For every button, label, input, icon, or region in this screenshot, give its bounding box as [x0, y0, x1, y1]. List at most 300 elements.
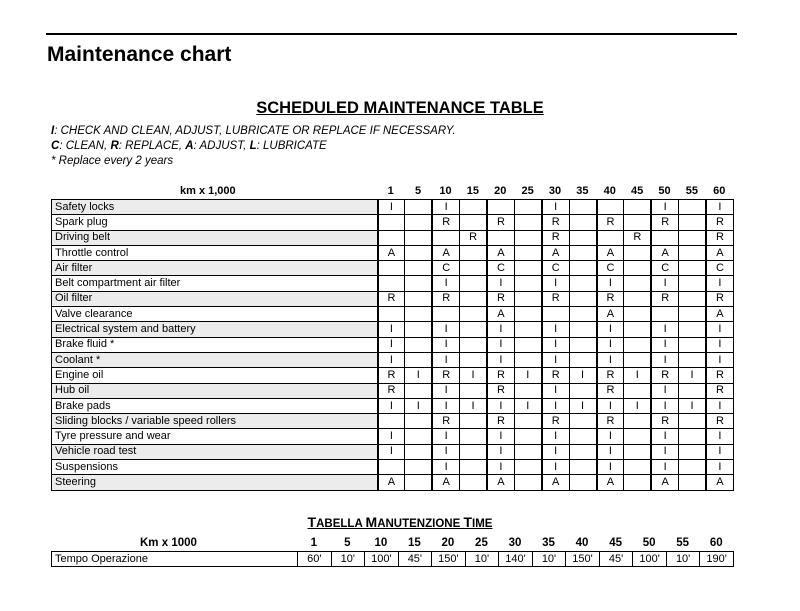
- interval-cell: I: [597, 444, 624, 459]
- operation-name: Oil filter: [52, 291, 378, 306]
- operation-name: Coolant *: [52, 352, 378, 367]
- interval-cell: [460, 475, 487, 490]
- interval-cell: C: [651, 261, 678, 276]
- legend-line-1: [51, 124, 456, 139]
- legend-note: * Replace every 2 years: [51, 155, 174, 167]
- interval-cell: I: [597, 322, 624, 337]
- interval-cell: R: [651, 291, 678, 306]
- interval-cell: I: [597, 460, 624, 475]
- km-header-50: 50: [658, 185, 671, 197]
- interval-cell: R: [432, 368, 459, 383]
- interval-cell: [405, 322, 432, 337]
- interval-cell: [624, 444, 651, 459]
- interval-cell: [679, 475, 706, 490]
- operation-name: Belt compartment air filter: [52, 276, 378, 291]
- interval-cell: [569, 352, 596, 367]
- interval-cell: [460, 444, 487, 459]
- interval-cell: [378, 230, 405, 245]
- interval-cell: I: [432, 200, 459, 215]
- interval-cell: [378, 414, 405, 429]
- interval-cell: I: [432, 383, 459, 398]
- time-header-label: Km x 1000: [140, 537, 197, 549]
- maintenance-row: [52, 460, 734, 475]
- interval-cell: A: [597, 307, 624, 322]
- interval-cell: R: [378, 368, 405, 383]
- time-cell: 10': [666, 552, 700, 567]
- interval-cell: R: [432, 215, 459, 230]
- interval-cell: I: [597, 337, 624, 352]
- interval-cell: [514, 429, 541, 444]
- interval-cell: C: [487, 261, 514, 276]
- interval-cell: [569, 245, 596, 260]
- operation-name: Engine oil: [52, 368, 378, 383]
- interval-cell: A: [487, 245, 514, 260]
- time-cell: 190': [700, 552, 734, 567]
- interval-cell: [679, 200, 706, 215]
- interval-cell: I: [487, 322, 514, 337]
- interval-cell: I: [487, 337, 514, 352]
- interval-cell: A: [597, 245, 624, 260]
- interval-cell: I: [706, 460, 733, 475]
- maintenance-row: [52, 352, 734, 367]
- interval-cell: A: [432, 475, 459, 490]
- interval-cell: R: [378, 291, 405, 306]
- interval-cell: R: [460, 230, 487, 245]
- operation-name: Safety locks: [52, 200, 378, 215]
- time-km-30: 30: [508, 537, 522, 549]
- interval-cell: I: [432, 460, 459, 475]
- time-cell: 150': [566, 552, 600, 567]
- time-km-20: 20: [441, 537, 455, 549]
- interval-cell: [514, 444, 541, 459]
- interval-cell: [378, 215, 405, 230]
- interval-cell: [679, 429, 706, 444]
- interval-cell: [405, 414, 432, 429]
- time-km-60: 60: [709, 537, 723, 549]
- maintenance-row: [52, 276, 734, 291]
- interval-cell: I: [706, 352, 733, 367]
- maintenance-row: [52, 444, 734, 459]
- interval-cell: R: [487, 414, 514, 429]
- time-km-35: 35: [542, 537, 555, 549]
- interval-cell: [624, 383, 651, 398]
- interval-cell: R: [487, 368, 514, 383]
- interval-cell: R: [706, 414, 733, 429]
- time-km-40: 40: [575, 537, 589, 549]
- maintenance-row: [52, 307, 734, 322]
- interval-cell: [569, 429, 596, 444]
- interval-cell: R: [487, 215, 514, 230]
- interval-cell: [514, 291, 541, 306]
- interval-cell: [624, 307, 651, 322]
- interval-cell: [624, 460, 651, 475]
- interval-cell: I: [651, 276, 678, 291]
- operation-name: Suspensions: [52, 460, 378, 475]
- interval-cell: I: [432, 352, 459, 367]
- interval-cell: C: [597, 261, 624, 276]
- km-header-5: 5: [415, 185, 422, 197]
- maintenance-row: [52, 215, 734, 230]
- interval-cell: I: [542, 337, 569, 352]
- interval-cell: I: [706, 276, 733, 291]
- interval-cell: [405, 230, 432, 245]
- operation-name: Driving belt: [52, 230, 378, 245]
- legend-text-i: : CHECK AND CLEAN, ADJUST, LUBRICATE OR REPLACE IF NECESSARY.: [54, 125, 456, 137]
- operation-name: Throttle control: [52, 245, 378, 260]
- interval-cell: [514, 307, 541, 322]
- time-row: [52, 552, 734, 567]
- interval-cell: [514, 261, 541, 276]
- interval-cell: R: [651, 215, 678, 230]
- interval-cell: I: [597, 352, 624, 367]
- time-km-50: 50: [642, 537, 656, 549]
- interval-cell: R: [706, 230, 733, 245]
- km-header-30: 30: [548, 185, 562, 197]
- interval-cell: R: [432, 291, 459, 306]
- interval-cell: R: [542, 368, 569, 383]
- interval-cell: I: [651, 322, 678, 337]
- interval-cell: R: [542, 230, 569, 245]
- interval-cell: [405, 444, 432, 459]
- interval-cell: I: [487, 398, 514, 413]
- interval-cell: [597, 200, 624, 215]
- interval-cell: R: [706, 215, 733, 230]
- interval-cell: I: [432, 429, 459, 444]
- interval-cell: A: [542, 245, 569, 260]
- time-cell: 100': [365, 552, 399, 567]
- operation-name: Tyre pressure and wear: [52, 429, 378, 444]
- interval-cell: I: [542, 383, 569, 398]
- interval-cell: [432, 230, 459, 245]
- interval-cell: C: [706, 261, 733, 276]
- interval-cell: A: [706, 475, 733, 490]
- interval-cell: [679, 383, 706, 398]
- interval-cell: R: [487, 291, 514, 306]
- interval-cell: A: [378, 245, 405, 260]
- km-header-25: 25: [521, 185, 534, 197]
- interval-cell: I: [487, 429, 514, 444]
- tabella-title-t1: T: [307, 514, 317, 530]
- interval-cell: [569, 291, 596, 306]
- time-cell: 60': [298, 552, 332, 567]
- interval-cell: I: [378, 444, 405, 459]
- interval-cell: [460, 460, 487, 475]
- interval-cell: [679, 322, 706, 337]
- interval-cell: I: [378, 429, 405, 444]
- interval-cell: [460, 429, 487, 444]
- interval-cell: [624, 322, 651, 337]
- interval-cell: [624, 215, 651, 230]
- interval-cell: I: [487, 444, 514, 459]
- interval-cell: [514, 276, 541, 291]
- interval-cell: I: [651, 460, 678, 475]
- operation-name: Spark plug: [52, 215, 378, 230]
- interval-cell: I: [597, 276, 624, 291]
- interval-cell: [679, 291, 706, 306]
- time-cell: 10': [465, 552, 499, 567]
- interval-cell: R: [542, 414, 569, 429]
- interval-cell: I: [432, 337, 459, 352]
- interval-cell: C: [542, 261, 569, 276]
- maintenance-row: [52, 261, 734, 276]
- legend-code-l: L: [249, 140, 257, 152]
- top-rule: [46, 33, 737, 35]
- interval-cell: A: [432, 245, 459, 260]
- operation-name: Sliding blocks / variable speed rollers: [52, 414, 378, 429]
- interval-cell: [378, 261, 405, 276]
- km-header-45: 45: [631, 185, 644, 197]
- interval-cell: I: [432, 276, 459, 291]
- km-header-15: 15: [466, 185, 479, 197]
- interval-cell: [405, 337, 432, 352]
- tabella-title-w2: ANUTENZIONE: [377, 518, 464, 530]
- maintenance-row: [52, 368, 734, 383]
- interval-cell: [679, 230, 706, 245]
- interval-cell: [514, 383, 541, 398]
- interval-cell: [679, 337, 706, 352]
- maintenance-row: [52, 322, 734, 337]
- interval-cell: [460, 215, 487, 230]
- operation-name: Vehicle road test: [52, 444, 378, 459]
- interval-cell: I: [706, 444, 733, 459]
- interval-cell: R: [706, 383, 733, 398]
- interval-cell: A: [706, 245, 733, 260]
- interval-cell: [460, 322, 487, 337]
- interval-cell: [624, 261, 651, 276]
- interval-cell: [460, 291, 487, 306]
- interval-cell: [651, 230, 678, 245]
- time-km-15: 15: [407, 537, 421, 549]
- time-cell: 140': [499, 552, 533, 567]
- interval-cell: [569, 215, 596, 230]
- interval-cell: [569, 322, 596, 337]
- interval-cell: A: [651, 245, 678, 260]
- interval-cell: I: [542, 200, 569, 215]
- interval-cell: R: [651, 414, 678, 429]
- interval-cell: [569, 383, 596, 398]
- interval-cell: R: [597, 291, 624, 306]
- interval-cell: [569, 230, 596, 245]
- maintenance-row: [52, 383, 734, 398]
- legend-text-a: : ADJUST,: [193, 140, 250, 152]
- maintenance-row: [52, 398, 734, 413]
- interval-cell: I: [378, 398, 405, 413]
- interval-cell: [405, 429, 432, 444]
- interval-cell: R: [651, 368, 678, 383]
- interval-cell: [569, 276, 596, 291]
- maintenance-row: [52, 337, 734, 352]
- interval-cell: R: [542, 291, 569, 306]
- interval-cell: R: [378, 383, 405, 398]
- interval-cell: [542, 307, 569, 322]
- interval-cell: I: [405, 398, 432, 413]
- interval-cell: [514, 200, 541, 215]
- interval-cell: I: [706, 200, 733, 215]
- interval-cell: R: [432, 414, 459, 429]
- operation-name: Steering: [52, 475, 378, 490]
- time-cell: 150': [432, 552, 466, 567]
- interval-cell: [460, 414, 487, 429]
- interval-cell: R: [597, 383, 624, 398]
- interval-cell: I: [651, 429, 678, 444]
- operation-name: Valve clearance: [52, 307, 378, 322]
- interval-cell: I: [569, 368, 596, 383]
- interval-cell: [405, 383, 432, 398]
- interval-cell: I: [405, 368, 432, 383]
- maintenance-row: [52, 475, 734, 490]
- interval-cell: [679, 460, 706, 475]
- legend-code-i: I: [51, 125, 55, 137]
- interval-cell: R: [487, 383, 514, 398]
- time-cell: 10': [532, 552, 566, 567]
- interval-cell: I: [624, 368, 651, 383]
- interval-cell: I: [706, 429, 733, 444]
- interval-cell: [378, 307, 405, 322]
- interval-cell: I: [597, 398, 624, 413]
- interval-cell: [679, 261, 706, 276]
- interval-cell: [460, 200, 487, 215]
- interval-cell: I: [597, 429, 624, 444]
- interval-cell: [624, 200, 651, 215]
- page-title: Maintenance chart: [47, 43, 232, 66]
- time-km-55: 55: [676, 537, 690, 549]
- time-km-10: 10: [374, 537, 388, 549]
- interval-cell: I: [460, 398, 487, 413]
- time-km-45: 45: [609, 537, 622, 549]
- interval-cell: I: [542, 460, 569, 475]
- legend-text-l: : LUBRICATE: [256, 140, 327, 152]
- interval-cell: [514, 337, 541, 352]
- tabella-title-w3: IME: [472, 518, 493, 530]
- km-header-55: 55: [685, 185, 699, 197]
- interval-cell: [432, 307, 459, 322]
- interval-cell: I: [651, 444, 678, 459]
- interval-cell: I: [378, 352, 405, 367]
- km-header-10: 10: [439, 185, 452, 197]
- interval-cell: I: [679, 398, 706, 413]
- interval-cell: [378, 460, 405, 475]
- interval-cell: R: [706, 368, 733, 383]
- km-header-label: km x 1,000: [180, 185, 236, 197]
- operation-name: Hub oil: [52, 383, 378, 398]
- interval-cell: I: [487, 352, 514, 367]
- interval-cell: [460, 337, 487, 352]
- interval-cell: I: [542, 322, 569, 337]
- maintenance-table: [51, 199, 734, 491]
- interval-cell: [624, 337, 651, 352]
- operation-name: Air filter: [52, 261, 378, 276]
- interval-cell: [514, 245, 541, 260]
- interval-cell: [624, 276, 651, 291]
- interval-cell: [569, 200, 596, 215]
- maintenance-row: [52, 291, 734, 306]
- interval-cell: [597, 230, 624, 245]
- interval-cell: [514, 215, 541, 230]
- maintenance-row: [52, 414, 734, 429]
- operation-name: Brake fluid *: [52, 337, 378, 352]
- km-header-20: 20: [494, 185, 507, 197]
- interval-cell: I: [651, 337, 678, 352]
- interval-cell: I: [679, 368, 706, 383]
- legend-code-a: A: [185, 140, 194, 152]
- interval-cell: I: [706, 322, 733, 337]
- operation-name: Brake pads: [52, 398, 378, 413]
- time-km-1: 1: [310, 537, 317, 549]
- interval-cell: [679, 444, 706, 459]
- interval-cell: [651, 307, 678, 322]
- interval-cell: [487, 230, 514, 245]
- interval-cell: R: [542, 215, 569, 230]
- interval-cell: [514, 475, 541, 490]
- interval-cell: [405, 245, 432, 260]
- interval-cell: [378, 276, 405, 291]
- interval-cell: I: [432, 444, 459, 459]
- interval-cell: [624, 291, 651, 306]
- interval-cell: [487, 200, 514, 215]
- interval-cell: [679, 276, 706, 291]
- interval-cell: [514, 322, 541, 337]
- interval-cell: A: [378, 475, 405, 490]
- interval-cell: I: [487, 276, 514, 291]
- time-row-name: Tempo Operazione: [52, 552, 298, 567]
- interval-cell: [405, 261, 432, 276]
- interval-cell: [405, 307, 432, 322]
- interval-cell: I: [487, 460, 514, 475]
- maintenance-row: [52, 245, 734, 260]
- interval-cell: [514, 460, 541, 475]
- interval-cell: R: [706, 291, 733, 306]
- interval-cell: [405, 276, 432, 291]
- time-km-5: 5: [344, 537, 351, 549]
- interval-cell: [624, 245, 651, 260]
- interval-cell: [569, 307, 596, 322]
- interval-cell: R: [597, 414, 624, 429]
- interval-cell: [624, 429, 651, 444]
- interval-cell: [679, 352, 706, 367]
- interval-cell: I: [651, 398, 678, 413]
- interval-cell: I: [651, 200, 678, 215]
- interval-cell: I: [542, 398, 569, 413]
- interval-cell: [460, 352, 487, 367]
- interval-cell: [569, 414, 596, 429]
- interval-cell: I: [651, 383, 678, 398]
- interval-cell: I: [542, 429, 569, 444]
- legend-text-r: : REPLACE,: [118, 140, 186, 152]
- interval-cell: [569, 475, 596, 490]
- interval-cell: [679, 215, 706, 230]
- time-table: [51, 551, 734, 567]
- interval-cell: I: [432, 398, 459, 413]
- km-header-40: 40: [603, 185, 616, 197]
- interval-cell: [405, 460, 432, 475]
- maintenance-row: [52, 230, 734, 245]
- interval-cell: C: [432, 261, 459, 276]
- tabella-title-w1: ABELLA: [316, 518, 366, 530]
- interval-cell: [514, 352, 541, 367]
- interval-cell: [624, 475, 651, 490]
- time-km-25: 25: [475, 537, 488, 549]
- interval-cell: I: [542, 444, 569, 459]
- interval-cell: I: [514, 368, 541, 383]
- legend-code-r: R: [110, 140, 119, 152]
- interval-cell: A: [651, 475, 678, 490]
- interval-cell: I: [378, 322, 405, 337]
- interval-cell: A: [706, 307, 733, 322]
- interval-cell: I: [651, 352, 678, 367]
- time-cell: 45': [599, 552, 633, 567]
- interval-cell: I: [542, 276, 569, 291]
- interval-cell: [405, 352, 432, 367]
